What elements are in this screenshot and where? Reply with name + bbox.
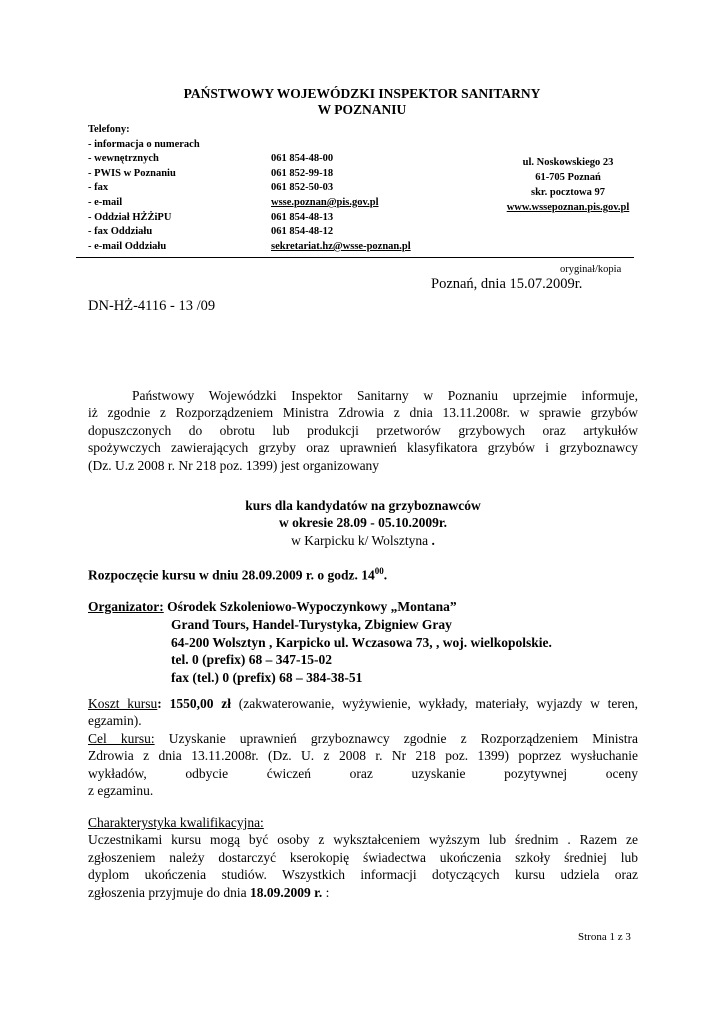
goal-label: Cel kursu: (88, 730, 155, 746)
email-link[interactable]: wsse.poznan@pis.gov.pl (271, 196, 379, 208)
qualification-heading: Charakterystyka kwalifikacyjna: (88, 815, 264, 830)
contacts-block (88, 123, 411, 254)
course-period: w okresie 28.09 - 05.10.2009r. (279, 515, 447, 531)
reference-number: DN-HŻ-4116 - 13 /09 (88, 298, 216, 314)
institution-title-line1: PAŃSTWOWY WOJEWÓDZKI INSPEKTOR SANITARNY (183, 86, 541, 101)
course-location: w Karpicku k/ Wolsztyna (291, 532, 429, 548)
organizer-address: 64-200 Wolsztyn , Karpicko ul. Wczasowa 73, , woj. wielkopolskie. (171, 634, 552, 650)
website-link[interactable]: www.wssepoznan.pis.gov.pl (506, 202, 630, 213)
qualification-block: Charakterystyka kwalifikacyjna: Uczestnikami kursu mogą być osoby z wykształceniem wyższym lub średnim . Razem ze zgłoszeniem należy dostarczyć kserokopię świadectwa ukończenia szkoły średniej lub dyplom ukończenia studiów. Wszystkich informacji dotyczących kursu udziela oraz zgłoszenia przyjmuje do dnia 18.09.2009 r. : (88, 815, 638, 900)
organizer-company: Grand Tours, Handel-Turystyka, Zbigniew Gray (171, 616, 452, 632)
intro-paragraph: Państwowy Wojewódzki Inspektor Sanitarny w Poznaniu uprzejmie informuje, iż zgodnie z Rozporządzeniem Ministra Zdrowia z dnia 13.11.2008r. w sprawie grzybów dopuszczonych do obrotu lub produkcji przetworów grzybowych oraz artykułów spożywczych zawierających grzyby oraz uprawnień klasyfikatora grzybów i grzyboznawcy (Dz. U.z 2008 r. Nr 218 poz. 1399) jest organizowany (88, 388, 638, 473)
organizer-phone: tel. 0 (prefix) 68 – 347-15-02 (171, 652, 332, 668)
cost-line: Koszt kursu: 1550,00 zł (zakwaterowanie, wyżywienie, wykłady, materiały, wyjazdy w teren, (88, 696, 638, 711)
header-divider (76, 257, 634, 258)
goal-line: Cel kursu: Uzyskanie uprawnień grzyboznawcy zgodnie z Rozporządzeniem Ministra (88, 730, 638, 746)
institution-title (0, 86, 724, 118)
page-number: Strona 1 z 3 (578, 931, 631, 943)
contact-row: - informacja o numerach (88, 138, 200, 150)
address-block (488, 155, 648, 215)
contact-row: - wewnętrznych 061 854-48-00 (88, 153, 334, 165)
organizer-name: Ośrodek Szkoleniowo-Wypoczynkowy „Montana” (163, 599, 457, 614)
address-pobox: skr. pocztowa 97 (531, 187, 605, 198)
contact-row: - PWIS w Poznaniu 061 852-99-18 (88, 167, 334, 179)
copy-note: oryginał/kopia (560, 264, 622, 275)
organizer-fax: fax (tel.) 0 (prefix) 68 – 384-38-51 (171, 670, 363, 686)
address-city: 61-705 Poznań (535, 172, 601, 183)
cost-label: Koszt kursu (88, 696, 158, 711)
department-email-link[interactable]: sekretariat.hz@wsse-poznan.pl (271, 240, 411, 252)
contact-row: - e-mail wsse.poznan@pis.gov.pl (88, 196, 379, 208)
institution-title-line2: W POZNANIU (317, 102, 407, 117)
contact-row: - e-mail Oddziału sekretariat.hz@wsse-poznan.pl (88, 240, 411, 252)
contact-row: - fax Oddziału 061 854-48-12 (88, 226, 334, 238)
contact-row: - Oddział HŻŻiPU 061 854-48-13 (88, 211, 334, 223)
course-start: Rozpoczęcie kursu w dniu 28.09.2009 r. o godz. $14^{00}$. (88, 566, 388, 583)
course-title: kurs dla kandydatów na grzyboznawców (245, 498, 481, 513)
organizer-block (88, 598, 552, 687)
course-announcement: kurs dla kandydatów na grzyboznawców w okresie 28.09 - 05.10.2009r. w Karpicku k/ Wolsztyna . (245, 498, 481, 548)
place-date: Poznań, dnia 15.07.2009r. (431, 276, 583, 292)
cost-amount: 1550,00 zł (161, 696, 231, 711)
cost-goal-block: Koszt kursu: 1550,00 zł (zakwaterowanie, wyżywienie, wykłady, materiały, wyjazdy w teren, egzamin). Cel kursu: Uzyskanie uprawnień grzyboznawcy zgodnie z Rozporządzeniem Ministra Zdrowia z dnia 13.11.2008r. (Dz. U. z 2008 r. Nr 218 poz. 1399) poprzez wysłuchanie wykładów, odbycie ćwiczeń oraz uzyskanie pozytywnej oceny z egzaminu. (88, 696, 638, 799)
organizer-label: Organizator: (88, 599, 164, 614)
contact-row: - fax 061 852-50-03 (88, 182, 334, 194)
deadline-date: 18.09.2009 r. (249, 884, 323, 900)
address-street: ul. Noskowskiego 23 (522, 157, 614, 168)
contacts-heading: Telefony: (88, 124, 130, 135)
